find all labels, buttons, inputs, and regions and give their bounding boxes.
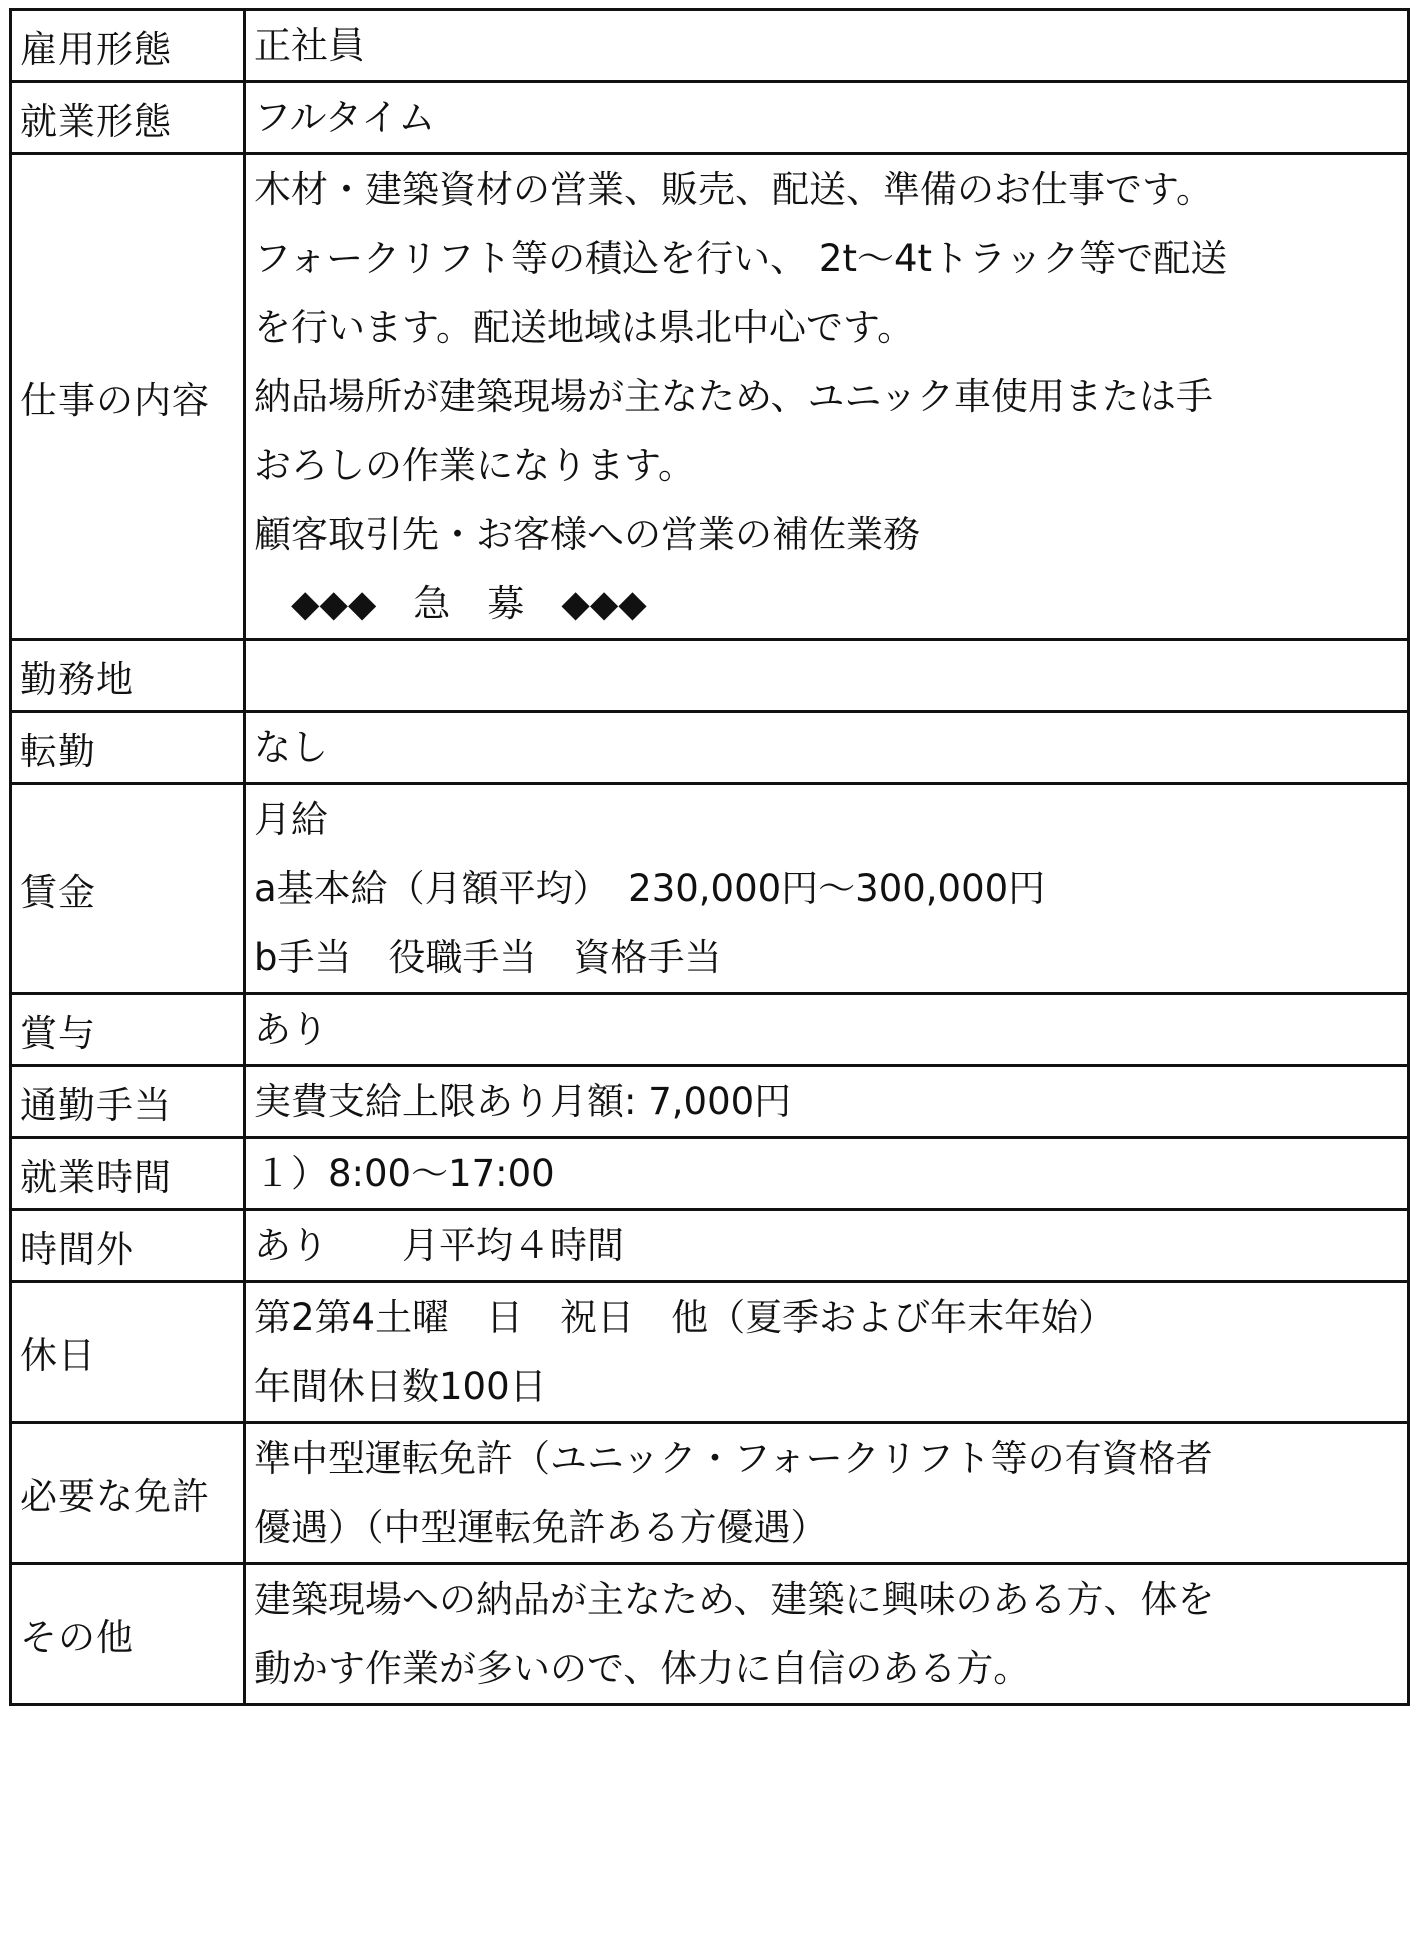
row-value bbox=[245, 712, 1409, 784]
row-value bbox=[245, 640, 1409, 712]
value-line: 顧客取引先・お客様への営業の補佐業務 bbox=[254, 513, 920, 556]
value-line: 動かす作業が多いので、体力に自信のある方。 bbox=[254, 1647, 1031, 1690]
row-value bbox=[245, 154, 1409, 640]
row-label: 転勤 bbox=[11, 712, 245, 784]
row-label: 休日 bbox=[11, 1282, 245, 1423]
row-label: 時間外 bbox=[11, 1210, 245, 1282]
row-label: 通勤手当 bbox=[11, 1066, 245, 1138]
row-value bbox=[245, 1423, 1409, 1564]
row-label: その他 bbox=[11, 1564, 245, 1705]
row-value bbox=[245, 1564, 1409, 1705]
value-line: １）8:00～17:00 bbox=[254, 1152, 555, 1195]
value-line: あり bbox=[254, 1008, 328, 1051]
row-value bbox=[245, 1210, 1409, 1282]
row-value bbox=[245, 82, 1409, 154]
value-line: フォークリフト等の積込を行い、 2t～4tトラック等で配送 bbox=[254, 237, 1228, 280]
table-row bbox=[11, 1423, 1409, 1564]
value-line: あり 月平均４時間 bbox=[254, 1224, 624, 1267]
table-row bbox=[11, 1282, 1409, 1423]
value-line: 月給 bbox=[254, 798, 328, 841]
table-row bbox=[11, 640, 1409, 712]
value-line: a基本給（月額平均） 230,000円～300,000円 bbox=[254, 867, 1046, 910]
row-value bbox=[245, 10, 1409, 82]
row-label: 勤務地 bbox=[11, 640, 245, 712]
row-label: 賃金 bbox=[11, 784, 245, 994]
table-row bbox=[11, 1138, 1409, 1210]
value-line bbox=[254, 641, 1399, 710]
row-label: 賞与 bbox=[11, 994, 245, 1066]
row-value bbox=[245, 1066, 1409, 1138]
row-label: 就業形態 bbox=[11, 82, 245, 154]
table-row bbox=[11, 994, 1409, 1066]
value-line: ◆◆◆ 急 募 ◆◆◆ bbox=[254, 582, 647, 625]
row-label: 雇用形態 bbox=[11, 10, 245, 82]
value-line: おろしの作業になります。 bbox=[254, 444, 696, 487]
table-row bbox=[11, 1066, 1409, 1138]
table-row bbox=[11, 10, 1409, 82]
row-value bbox=[245, 994, 1409, 1066]
row-label: 必要な免許 bbox=[11, 1423, 245, 1564]
value-line: 正社員 bbox=[254, 24, 365, 67]
table-row bbox=[11, 1564, 1409, 1705]
table-row bbox=[11, 712, 1409, 784]
row-label: 就業時間 bbox=[11, 1138, 245, 1210]
value-line: 納品場所が建築現場が主なため、ユニック車使用または手 bbox=[254, 375, 1214, 418]
row-value bbox=[245, 784, 1409, 994]
row-value bbox=[245, 1282, 1409, 1423]
value-line: b手当 役職手当 資格手当 bbox=[254, 936, 722, 979]
value-line: 建築現場への納品が主なため、建築に興味のある方、体を bbox=[254, 1578, 1215, 1621]
value-line: 第2第4土曜 日 祝日 他（夏季および年末年始） bbox=[254, 1296, 1116, 1339]
value-line: を行います。配送地域は県北中心です。 bbox=[254, 306, 915, 349]
value-line: 実費支給上限あり月額: 7,000円 bbox=[254, 1080, 792, 1123]
job-details-body bbox=[11, 10, 1409, 1705]
value-line: フルタイム bbox=[254, 96, 436, 139]
value-line: 優遇）（中型運転免許ある方優遇） bbox=[254, 1506, 828, 1549]
row-label: 仕事の内容 bbox=[11, 154, 245, 640]
value-line: なし bbox=[254, 726, 328, 769]
table-row bbox=[11, 1210, 1409, 1282]
job-details-table bbox=[9, 8, 1410, 1706]
value-line: 年間休日数100日 bbox=[254, 1365, 547, 1408]
row-value bbox=[245, 1138, 1409, 1210]
table-row bbox=[11, 784, 1409, 994]
value-line: 準中型運転免許（ユニック・フォークリフト等の有資格者 bbox=[254, 1437, 1213, 1480]
table-row bbox=[11, 82, 1409, 154]
value-line: 木材・建築資材の営業、販売、配送、準備のお仕事です。 bbox=[254, 168, 1214, 211]
table-row bbox=[11, 154, 1409, 640]
